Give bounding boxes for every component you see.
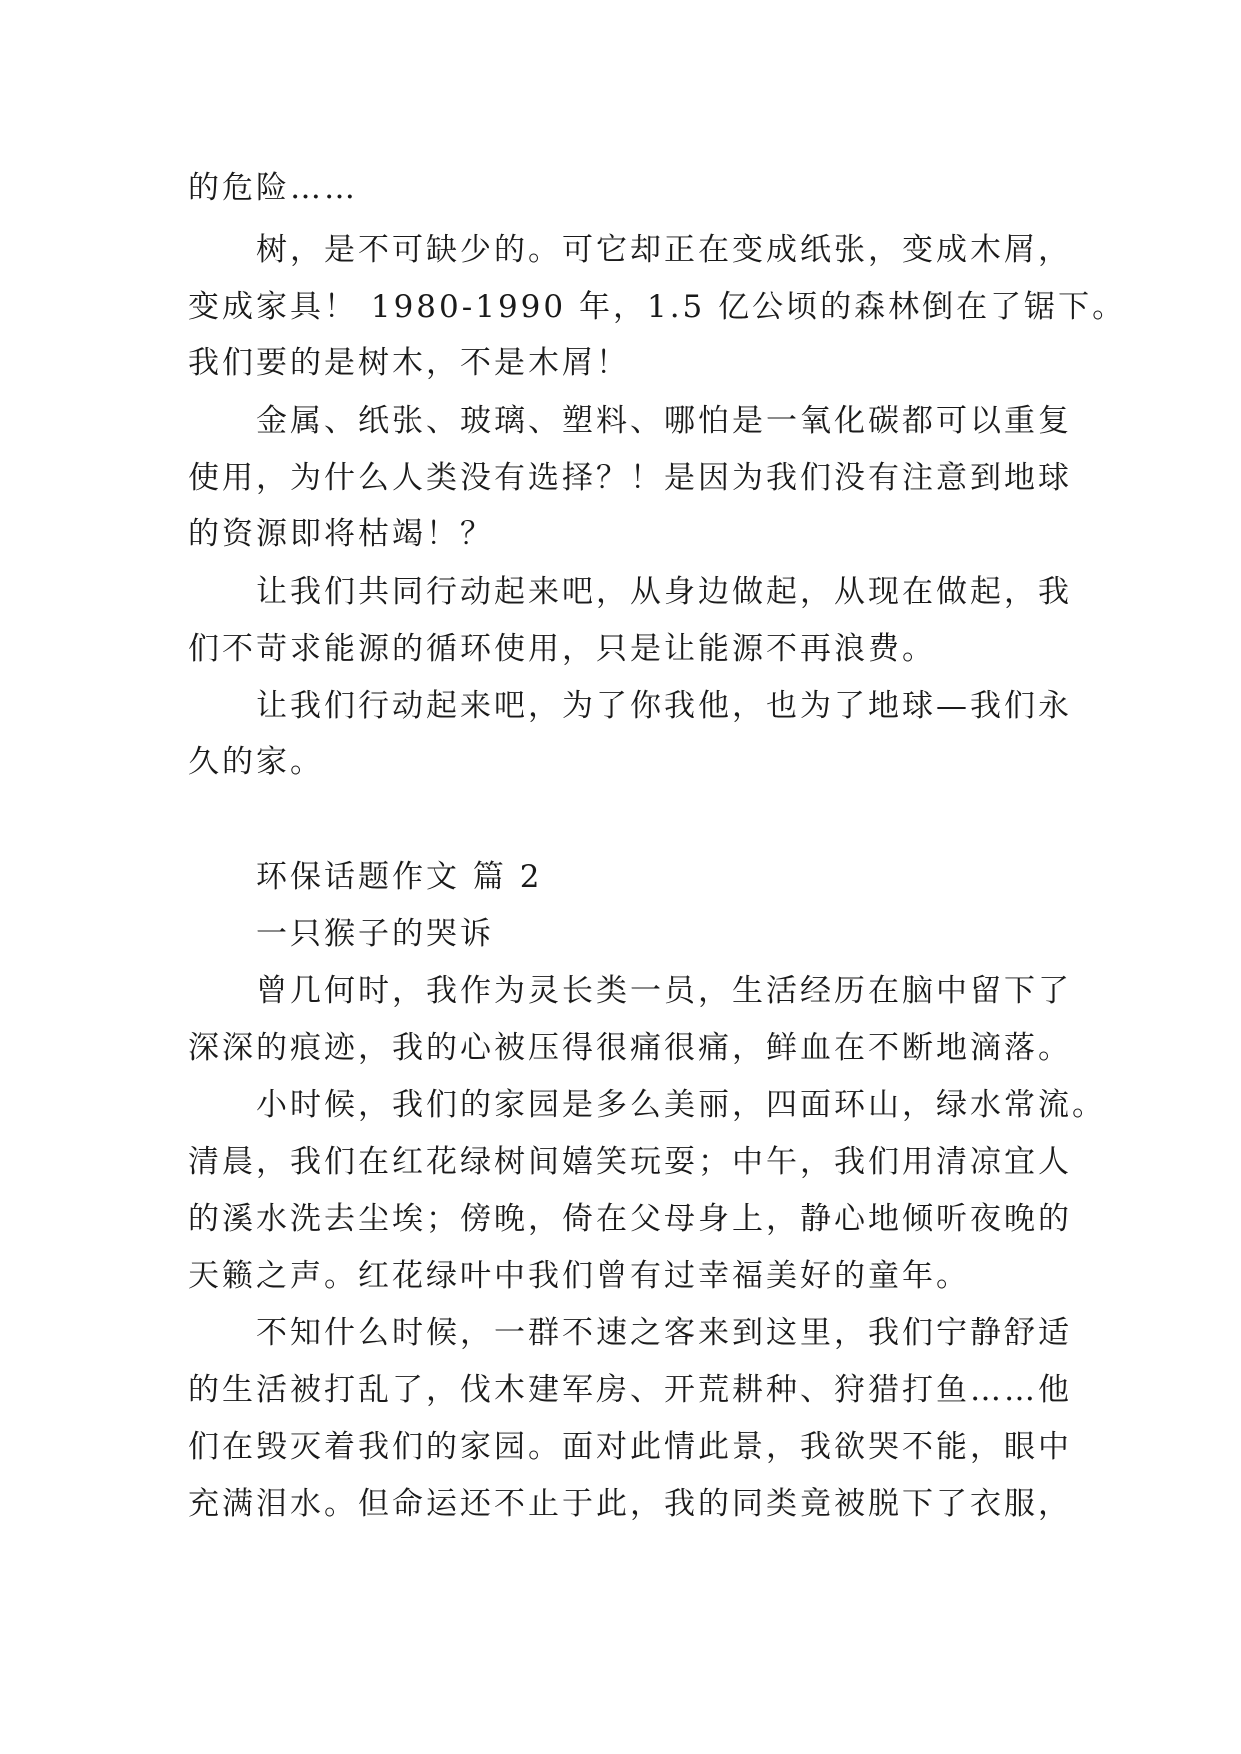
- text-line: 使用，为什么人类没有选择？！是因为我们没有注意到地球: [188, 460, 1072, 496]
- text-line: 充满泪水。但命运还不止于此，我的同类竟被脱下了衣服，: [188, 1486, 1072, 1522]
- paragraph-start: 金属、纸张、玻璃、塑料、哪怕是一氧化碳都可以重复: [256, 403, 1072, 439]
- section-heading: 环保话题作文 篇 2: [256, 859, 543, 895]
- text-line: 们在毁灭着我们的家园。面对此情此景，我欲哭不能，眼中: [188, 1429, 1072, 1465]
- text-line: 变成家具！ 1980-1990 年，1.5 亿公顷的森林倒在了锯下。: [188, 289, 1127, 325]
- text-line: 清晨，我们在红花绿树间嬉笑玩耍；中午，我们用清凉宜人: [188, 1144, 1072, 1180]
- paragraph-start: 让我们行动起来吧，为了你我他，也为了地球—我们永: [256, 688, 1072, 724]
- text-line: 们不苛求能源的循环使用，只是让能源不再浪费。: [188, 631, 936, 667]
- text-line: 我们要的是树木，不是木屑！: [188, 345, 630, 381]
- paragraph-start: 曾几何时，我作为灵长类一员，生活经历在脑中留下了: [256, 973, 1072, 1009]
- paragraph-start: 让我们共同行动起来吧，从身边做起，从现在做起，我: [256, 574, 1072, 610]
- text-line: 的生活被打乱了，伐木建军房、开荒耕种、狩猎打鱼……他: [188, 1372, 1072, 1408]
- text-line: 的溪水洗去尘埃；傍晚，倚在父母身上，静心地倾听夜晚的: [188, 1201, 1072, 1237]
- paragraph-start: 不知什么时候，一群不速之客来到这里，我们宁静舒适: [256, 1315, 1072, 1351]
- paragraph-start: 小时候，我们的家园是多么美丽，四面环山，绿水常流。: [256, 1087, 1106, 1123]
- text-line: 的危险……: [188, 170, 358, 206]
- text-line: 深深的痕迹，我的心被压得很痛很痛，鲜血在不断地滴落。: [188, 1030, 1072, 1066]
- paragraph-start: 树，是不可缺少的。可它却正在变成纸张，变成木屑，: [256, 232, 1072, 268]
- text-line: 天籁之声。红花绿叶中我们曾有过幸福美好的童年。: [188, 1258, 970, 1294]
- essay-title: 一只猴子的哭诉: [256, 916, 494, 952]
- text-line: 久的家。: [188, 744, 324, 780]
- text-line: 的资源即将枯竭！？: [188, 516, 494, 552]
